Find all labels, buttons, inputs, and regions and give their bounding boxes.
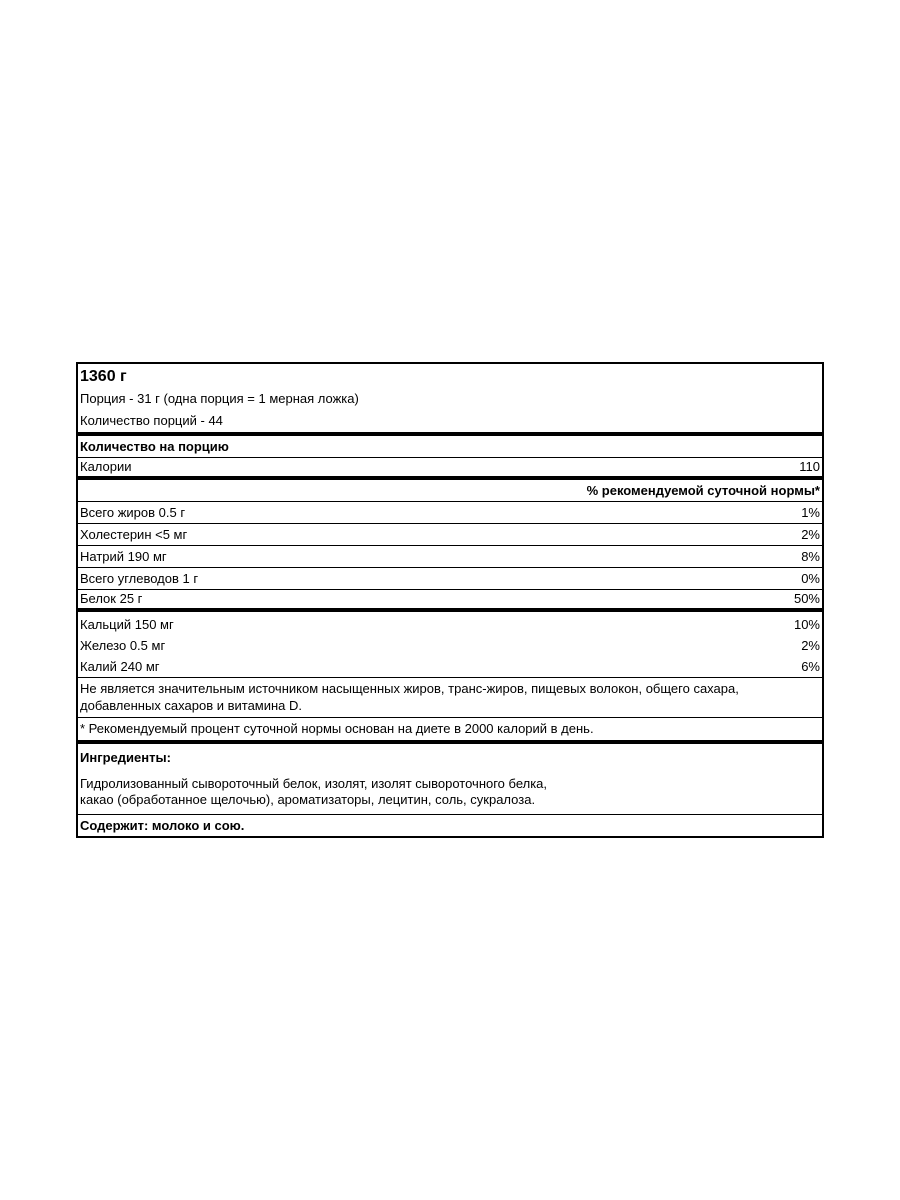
daily-value-header	[78, 480, 822, 502]
allergen-statement: Содержит: молоко и сою.	[80, 818, 245, 833]
ingredients-line: какао (обработанное щелочью), ароматизаторы, лецитин, соль, сукралоза.	[80, 792, 536, 807]
nutrient-dv: 50%	[793, 591, 820, 606]
nutrient-row-cholesterol	[78, 524, 822, 546]
mineral-row-calcium	[78, 614, 822, 635]
ingredients-title: Ингредиенты:	[80, 750, 171, 765]
mineral-row-iron	[78, 635, 822, 656]
nutrient-row-protein	[78, 590, 822, 612]
servings-count: Количество порций - 44	[80, 413, 223, 428]
not-significant-note: Не является значительным источником насыщенных жиров, транс-жиров, пищевых волокон, общего сахара, добавленных сахаров и витамина D.	[78, 678, 822, 718]
serving-info	[78, 364, 822, 436]
nutrient-label: Белок 25 г	[80, 591, 143, 606]
daily-value-header-label: % рекомендуемой суточной нормы*	[586, 482, 820, 498]
nutrient-label: Натрий 190 мг	[80, 548, 167, 564]
mineral-dv: 6%	[801, 658, 820, 674]
calories-value: 110	[799, 459, 820, 474]
daily-value-footnote: * Рекомендуемый процент суточной нормы основан на диете в 2000 калорий в день.	[78, 718, 822, 744]
calories-label: Калории	[80, 459, 132, 474]
mineral-label: Кальций 150 мг	[80, 616, 174, 632]
mineral-dv: 10%	[793, 616, 820, 632]
nutrient-label: Всего жиров 0.5 г	[80, 504, 186, 520]
mineral-row-potassium	[78, 656, 822, 677]
ingredients-text	[78, 768, 822, 815]
ingredients-line: Гидролизованный сывороточный белок, изолят, изолят сывороточного белка,	[80, 776, 548, 791]
package-weight: 1360 г	[80, 368, 127, 385]
serving-size: Порция - 31 г (одна порция = 1 мерная ложка)	[80, 391, 359, 406]
nutrient-dv: 8%	[801, 548, 820, 564]
calories-row	[78, 458, 822, 480]
amount-per-serving-row	[78, 436, 822, 458]
nutrient-label: Холестерин <5 мг	[80, 526, 188, 542]
mineral-dv: 2%	[801, 637, 820, 653]
nutrient-row-sodium	[78, 546, 822, 568]
nutrient-dv: 0%	[801, 570, 820, 586]
mineral-label: Калий 240 мг	[80, 658, 160, 674]
mineral-label: Железо 0.5 мг	[80, 637, 166, 653]
nutrient-dv: 1%	[801, 504, 820, 520]
nutrient-row-total-fat	[78, 502, 822, 524]
nutrition-facts-label	[76, 362, 824, 838]
nutrient-row-total-carbs	[78, 568, 822, 590]
minerals-section	[78, 612, 822, 678]
nutrient-label: Всего углеводов 1 г	[80, 570, 199, 586]
nutrient-dv: 2%	[801, 526, 820, 542]
amount-per-serving-label: Количество на порцию	[80, 438, 229, 454]
